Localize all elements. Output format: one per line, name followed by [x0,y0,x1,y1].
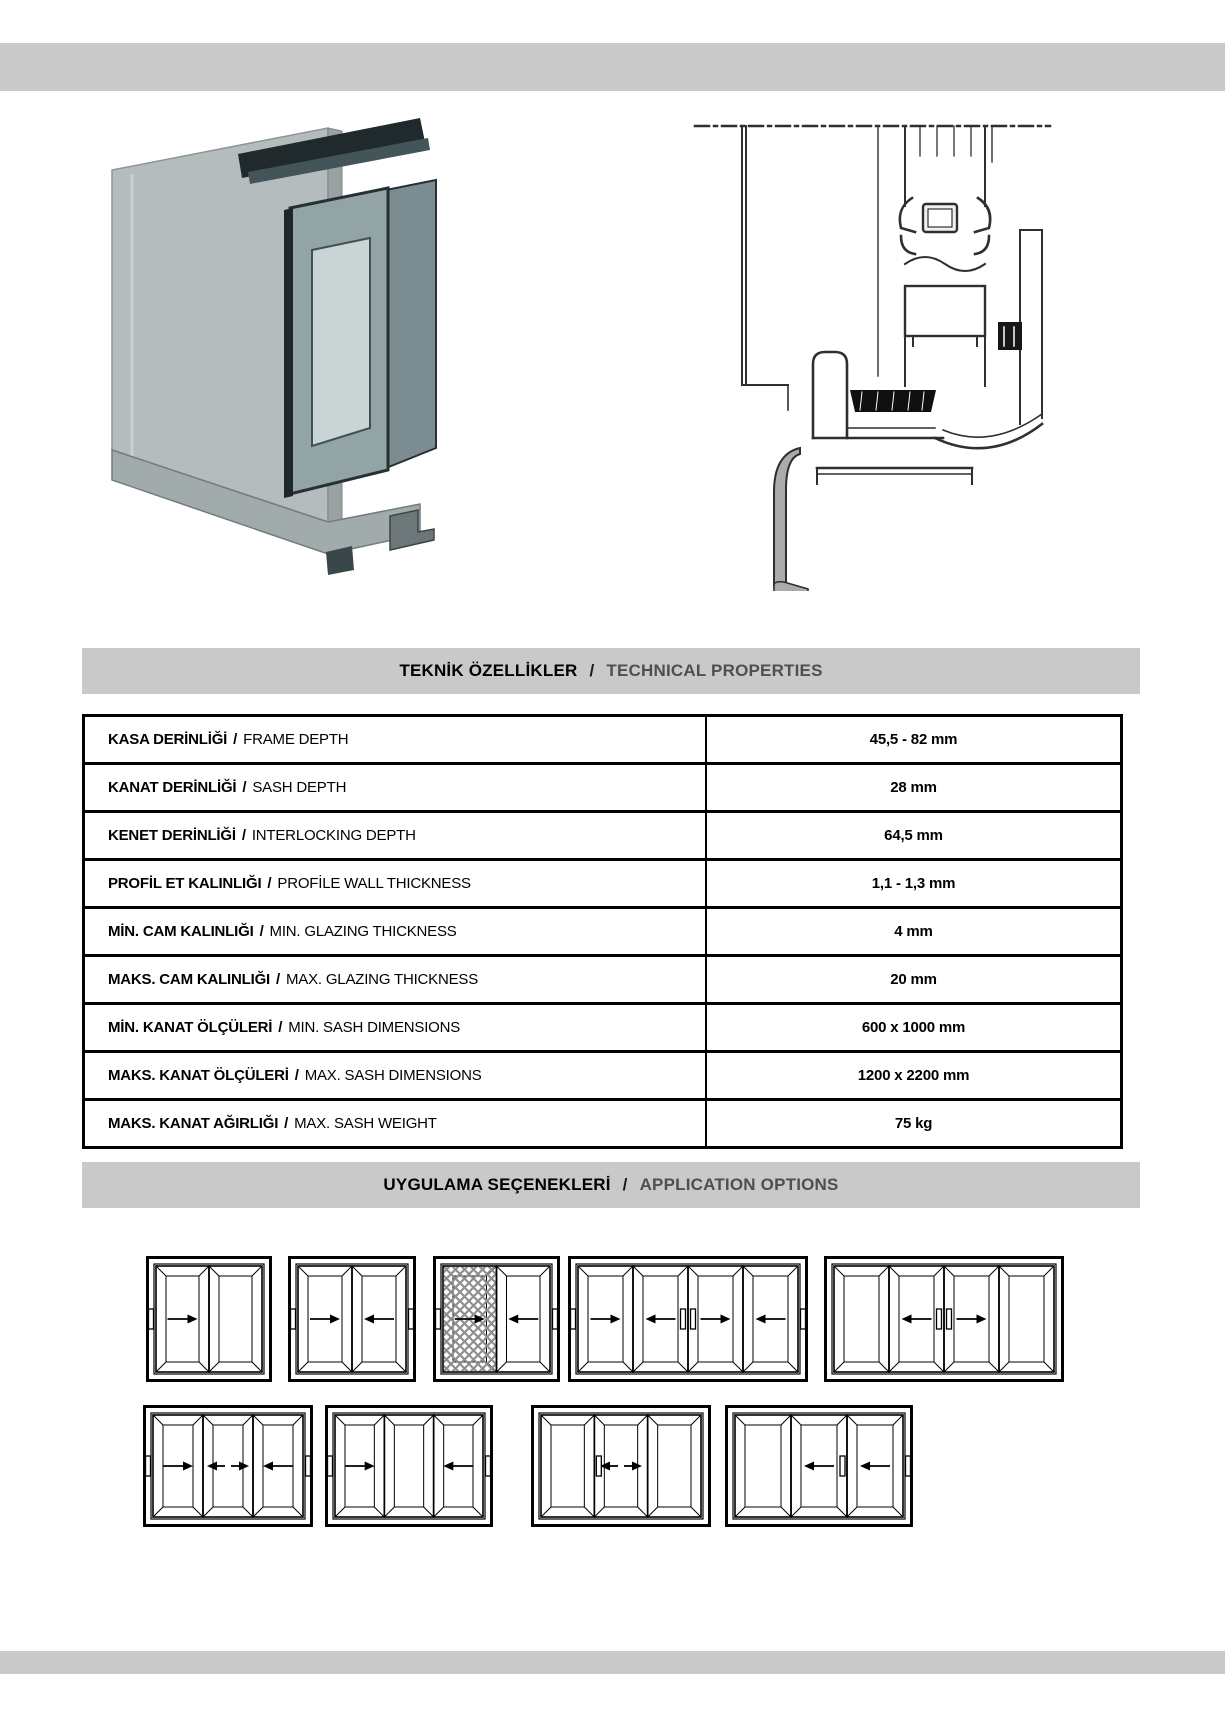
application-options-header [82,1162,1140,1208]
spec-label [85,717,705,762]
sash-handle-icon [571,1309,576,1329]
spec-label [85,813,705,858]
sash-handle-icon [306,1456,311,1476]
sash-handle-icon [328,1456,333,1476]
spec-label-turkish: KENET DERİNLİĞİ [108,827,236,844]
application-header-english: APPLICATION OPTIONS [639,1175,839,1194]
sash-handle-icon [691,1309,696,1329]
spec-row [85,954,1120,1002]
spec-label-english: MIN. SASH DIMENSIONS [288,1019,461,1036]
app-option-three-panel-triple-slider [143,1405,313,1527]
sash-handle-icon [436,1309,441,1329]
spec-row [85,906,1120,954]
app-option-four-panel-center-sliders-fixed-sides [824,1256,1064,1382]
spec-value: 600 x 1000 mm [705,1005,1120,1050]
application-header-separator: / [622,1175,628,1194]
spec-row [85,858,1120,906]
spec-label-turkish: MİN. KANAT ÖLÇÜLERİ [108,1019,273,1036]
spec-value: 75 kg [705,1101,1120,1146]
sash-handle-icon [906,1456,911,1476]
spec-label [85,765,705,810]
sash-handle-icon [937,1309,942,1329]
spec-label-separator: / [242,779,247,796]
spec-label [85,1053,705,1098]
window-scheme-drawing [531,1405,711,1527]
cross-section-figure [680,106,1055,596]
spec-label-english: MAX. SASH WEIGHT [294,1115,437,1132]
window-scheme-drawing [325,1405,493,1527]
spec-value: 1200 x 2200 mm [705,1053,1120,1098]
window-scheme-drawing [433,1256,560,1382]
sash-handle-icon [596,1456,601,1476]
spec-label-english: FRAME DEPTH [243,731,349,748]
technical-properties-header [82,648,1140,694]
spec-label-turkish: KASA DERİNLİĞİ [108,731,228,748]
spec-label-separator: / [241,827,246,844]
spec-row [85,810,1120,858]
sash-handle-icon [681,1309,686,1329]
spec-value: 4 mm [705,909,1120,954]
window-scheme-drawing [143,1405,313,1527]
spec-value: 28 mm [705,765,1120,810]
app-option-three-panel-sliding-center [531,1405,711,1527]
app-option-three-panel-left-stacking [725,1405,913,1527]
spec-label [85,957,705,1002]
sash-handle-icon [553,1309,558,1329]
spec-row [85,1002,1120,1050]
app-option-three-panel-fixed-center [325,1405,493,1527]
spec-label-separator: / [267,875,272,892]
sash-handle-icon [291,1309,296,1329]
spec-value: 64,5 mm [705,813,1120,858]
sash-handle-icon [409,1309,414,1329]
spec-label-separator: / [278,1019,283,1036]
spec-value: 45,5 - 82 mm [705,717,1120,762]
window-scheme-drawing [725,1405,913,1527]
sash-handle-icon [149,1309,154,1329]
spec-value: 1,1 - 1,3 mm [705,861,1120,906]
window-scheme-drawing [288,1256,416,1382]
spec-label-separator: / [276,971,280,988]
spec-label-separator: / [284,1115,289,1132]
app-option-two-panel-slider-with-fixed [146,1256,272,1382]
technical-header-separator: / [589,661,595,680]
spec-label [85,1101,705,1146]
bottom-gray-band [0,1651,1225,1674]
spec-label [85,909,705,954]
spec-label-separator: / [259,923,264,940]
spec-label [85,861,705,906]
spec-label-turkish: MAKS. CAM KALINLIĞI [108,971,271,988]
spec-label-english: MAX. GLAZING THICKNESS [286,971,479,988]
spec-label [85,1005,705,1050]
profile-3d-render-figure [90,112,460,592]
app-option-four-panel-quad-slider [568,1256,808,1382]
spec-row [85,1050,1120,1098]
sash-handle-icon [801,1309,806,1329]
spec-label-turkish: MAKS. KANAT AĞIRLIĞI [108,1115,279,1132]
spec-label-turkish: KANAT DERİNLİĞİ [108,779,237,796]
spec-label-english: MIN. GLAZING THICKNESS [269,923,457,940]
technical-header-english: TECHNICAL PROPERTIES [606,661,823,680]
spec-label-english: MAX. SASH DIMENSIONS [304,1067,482,1084]
spec-label-separator: / [233,731,238,748]
sash-handle-icon [947,1309,952,1329]
app-option-two-panel-double-slider [288,1256,416,1382]
sash-handle-icon [840,1456,845,1476]
spec-label-english: PROFİLE WALL THICKNESS [277,875,471,892]
window-scheme-drawing [568,1256,808,1382]
application-options-row-2 [143,1405,913,1527]
window-profile-render-image [90,112,460,587]
spec-label-turkish: MAKS. KANAT ÖLÇÜLERİ [108,1067,289,1084]
spec-value: 20 mm [705,957,1120,1002]
application-options-row-1 [146,1256,1064,1382]
application-header-turkish: UYGULAMA SEÇENEKLERİ [383,1175,611,1194]
window-scheme-drawing [824,1256,1064,1382]
top-gray-band [0,43,1225,91]
app-option-two-panel-slider-with-insect-screen [433,1256,560,1382]
spec-label-turkish: MİN. CAM KALINLIĞI [108,923,254,940]
spec-row [85,762,1120,810]
spec-label-turkish: PROFİL ET KALINLIĞI [108,875,262,892]
cross-section-drawing-image [680,106,1055,591]
spec-label-separator: / [294,1067,299,1084]
window-scheme-drawing [146,1256,272,1382]
technical-header-turkish: TEKNİK ÖZELLİKLER [399,661,578,680]
spec-row [85,717,1120,762]
sash-handle-icon [486,1456,491,1476]
technical-properties-table [82,714,1123,1149]
sash-handle-icon [146,1456,151,1476]
spec-label-english: SASH DEPTH [252,779,347,796]
spec-row [85,1098,1120,1146]
spec-label-english: INTERLOCKING DEPTH [251,827,416,844]
